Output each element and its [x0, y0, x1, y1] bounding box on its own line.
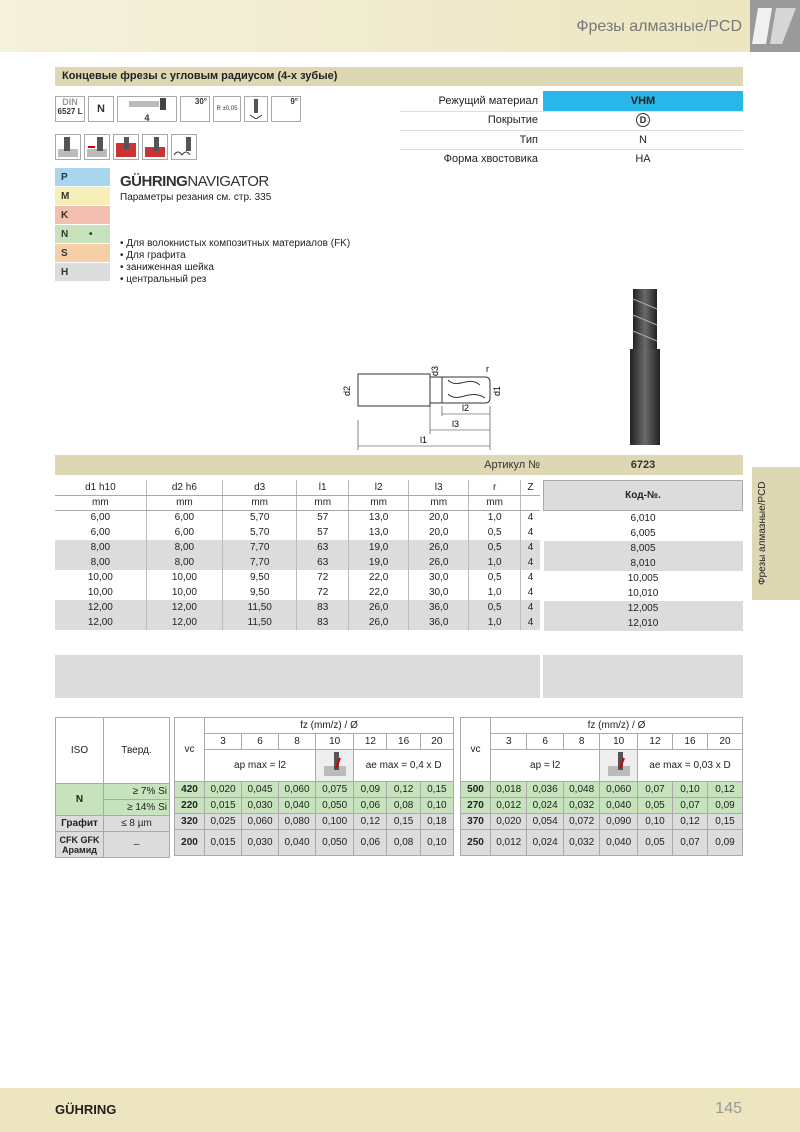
fz-cell: 0,015: [205, 798, 242, 814]
table-header-row: [55, 480, 540, 495]
table-cell: 9,50: [223, 570, 297, 585]
section-title: Концевые фрезы с угловым радиусом (4-х зубые): [62, 70, 338, 82]
column-header: l1: [297, 480, 349, 495]
diameter-cell: 16: [387, 734, 420, 750]
vc-cell: 320: [175, 814, 205, 830]
table-cell: 36,0: [409, 615, 469, 630]
table-cell: 12,00: [55, 600, 146, 615]
fz-cell: 0,10: [672, 782, 707, 798]
iso-code: S: [61, 248, 68, 259]
table-cell: 0,5: [469, 600, 521, 615]
diameter-cell: 20: [420, 734, 453, 750]
dim-d1: d1: [492, 385, 502, 396]
fz-cell: 0,032: [563, 798, 599, 814]
diameter-cell: 3: [205, 734, 242, 750]
fz-cell: 0,09: [354, 782, 387, 798]
ae-cell: ae max = 0,4 x D: [354, 750, 454, 782]
op-plunge-icon: [142, 134, 168, 160]
vc-cell: 250: [461, 830, 491, 856]
diameter-cell: 6: [527, 734, 563, 750]
milling-icon: [600, 750, 638, 782]
fz-cell: 0,025: [205, 814, 242, 830]
unit-cell: mm: [349, 495, 409, 510]
page-number: 145: [715, 1100, 742, 1117]
table-row: [55, 555, 540, 570]
cutting-row: [175, 782, 454, 798]
unit-cell: mm: [409, 495, 469, 510]
op-slot-icon: [84, 134, 110, 160]
code-row: [544, 511, 743, 526]
fz-cell: 0,020: [205, 782, 242, 798]
table-cell: 19,0: [349, 540, 409, 555]
fz-cell: 0,054: [527, 814, 563, 830]
table-cell: 4: [527, 512, 534, 524]
fz-cell: 0,040: [279, 798, 316, 814]
unit-cell: mm: [55, 495, 146, 510]
fz-cell: 0,040: [600, 830, 638, 856]
cutting-row: [461, 814, 743, 830]
cutting-row: [175, 798, 454, 814]
table-row: [55, 615, 540, 630]
dim-d2: d2: [342, 385, 352, 396]
code-row: [544, 556, 743, 571]
fz-cell: 0,15: [420, 782, 453, 798]
table-cell: 0,5: [469, 540, 521, 555]
fz-cell: 0,090: [600, 814, 638, 830]
feature-item: • Для волокнистых композитных материалов (FK): [120, 238, 351, 249]
column-header: d1 h10: [55, 480, 146, 495]
table-row: [55, 600, 540, 615]
cutting-row: [461, 782, 743, 798]
code-filler: [543, 655, 743, 698]
table-cell: 7,70: [223, 555, 297, 570]
table-cell: 8,00: [55, 555, 146, 570]
page-footer: [0, 1088, 800, 1132]
angle-icon: 30°: [180, 96, 210, 122]
fz-cell: 0,024: [527, 798, 563, 814]
table-cell: 12,00: [55, 615, 146, 630]
fz-cell: 0,012: [491, 830, 527, 856]
tool-photo: [625, 285, 665, 450]
prop-label-material: Режущий материал: [438, 95, 538, 107]
hardness-cell: –: [104, 832, 170, 858]
radius-icon: R ±0,05: [213, 96, 241, 122]
table-cell: 26,0: [349, 600, 409, 615]
table-row: [55, 525, 540, 540]
code-cell: 6,010: [630, 512, 656, 524]
iso-item-n: [55, 225, 110, 243]
fz-cell: 0,05: [638, 798, 673, 814]
prop-divider: [400, 130, 743, 131]
table-cell: 12,00: [146, 615, 222, 630]
table-cell: 57: [297, 525, 349, 540]
fz-cell: 0,09: [707, 830, 742, 856]
code-header: Код-№.: [544, 481, 743, 511]
navigator-reference: Параметры резания см. стр. 335: [120, 192, 272, 203]
fz-cell: 0,015: [205, 830, 242, 856]
table-cell: 4: [521, 615, 540, 630]
fz-cell: 0,060: [242, 814, 279, 830]
table-cell: 83: [297, 600, 349, 615]
column-header: r: [469, 480, 521, 495]
table-cell: 10,00: [55, 585, 146, 600]
unit-cell: mm: [223, 495, 297, 510]
table-cell: 1,0: [469, 615, 521, 630]
iso-item-p: [55, 168, 110, 186]
code-row: [544, 541, 743, 556]
fz-cell: 0,12: [672, 814, 707, 830]
table-cell: 1,0: [469, 585, 521, 600]
column-header: d3: [223, 480, 297, 495]
column-header: l3: [409, 480, 469, 495]
dim-l3: l3: [452, 419, 460, 429]
fz-cell: 0,07: [672, 798, 707, 814]
code-row: [544, 601, 743, 616]
fz-cell: 0,048: [563, 782, 599, 798]
cutting-row: [461, 798, 743, 814]
fz-cell: 0,10: [420, 830, 453, 856]
table-cell: 13,0: [349, 525, 409, 540]
table-cell: 22,0: [349, 585, 409, 600]
prop-label-type: Тип: [519, 134, 538, 146]
code-row: [544, 616, 743, 631]
table-row: [55, 570, 540, 585]
iso-header: ISO: [56, 718, 104, 784]
iso-item-s: [55, 244, 110, 262]
helix-angle-icon: 9°: [271, 96, 301, 122]
table-cell: 6,00: [55, 525, 146, 540]
table-cell: 8,00: [146, 540, 222, 555]
table-cell: 4: [527, 527, 534, 538]
cutting-row: [175, 814, 454, 830]
table-cell: 0,5: [469, 525, 521, 540]
fz-cell: 0,12: [354, 814, 387, 830]
prop-value-coating: [543, 113, 743, 127]
code-row: [544, 526, 743, 541]
table-cell: 72: [297, 570, 349, 585]
iso-item-h: [55, 263, 110, 281]
table-cell: 19,0: [349, 555, 409, 570]
column-header: l2: [349, 480, 409, 495]
hardness-cell: ≤ 8 µm: [104, 816, 170, 832]
table-cell: 5,70: [223, 525, 297, 540]
table-cell: 13,0: [349, 510, 409, 525]
fz-cell: 0,030: [242, 830, 279, 856]
article-number: 6723: [630, 459, 656, 471]
table-cell: 0,5: [469, 570, 521, 585]
diameter-cell: 10: [600, 734, 638, 750]
table-cell: 6,00: [146, 525, 222, 540]
unit-cell: [521, 495, 540, 510]
fz-cell: 0,07: [672, 830, 707, 856]
table-row: [55, 540, 540, 555]
diameter-cell: 8: [563, 734, 599, 750]
table-cell: 9,50: [223, 585, 297, 600]
table-cell: 7,70: [223, 540, 297, 555]
table-cell: 10,00: [146, 570, 222, 585]
flutes-icon: 4: [117, 96, 177, 122]
fz-cell: 0,05: [638, 830, 673, 856]
table-cell: 4: [527, 572, 534, 583]
vc-cell: 370: [461, 814, 491, 830]
table-cell: 20,0: [409, 525, 469, 540]
cutting-row: [461, 830, 743, 856]
table-cell: 63: [297, 540, 349, 555]
iso-item-m: [55, 187, 110, 205]
code-cell: 8,005: [544, 541, 743, 556]
op-ramping-icon: [55, 134, 81, 160]
table-cell: 12,00: [146, 600, 222, 615]
op-pocket-icon: [113, 134, 139, 160]
table-cell: 30,0: [409, 585, 469, 600]
fz-cell: 0,08: [387, 830, 420, 856]
table-cell: 26,0: [409, 555, 469, 570]
fz-cell: 0,036: [527, 782, 563, 798]
vc-header: vc: [175, 718, 205, 782]
cutting-table-right: [460, 717, 743, 856]
iso-code: P: [61, 172, 68, 183]
ap-cell: ap max = l2: [205, 750, 316, 782]
prop-label-shank: Форма хвостовика: [443, 153, 538, 165]
table-cell: 11,50: [223, 615, 297, 630]
header-logo-icon: [750, 0, 800, 52]
table-cell: 20,0: [409, 510, 469, 525]
dim-d3: d3: [430, 365, 440, 376]
code-row: [544, 586, 743, 601]
dimension-table: [55, 480, 540, 630]
feature-item: • заниженная шейка: [120, 262, 214, 273]
table-cell: 57: [297, 510, 349, 525]
fz-cell: 0,072: [563, 814, 599, 830]
vc-header: vc: [461, 718, 491, 782]
table-cell: 11,50: [223, 600, 297, 615]
unit-cell: mm: [146, 495, 222, 510]
iso-code: M: [61, 191, 70, 202]
code-table: [543, 480, 743, 631]
table-cell: 10,00: [55, 570, 146, 585]
fz-cell: 0,07: [638, 782, 673, 798]
milling-icon: [316, 750, 354, 782]
vc-cell: 200: [175, 830, 205, 856]
table-cell: 26,0: [409, 540, 469, 555]
code-cell: 12,005: [544, 601, 743, 616]
table-cell: 4: [521, 540, 540, 555]
table-cell: 6,00: [146, 510, 222, 525]
vc-cell: 220: [175, 798, 205, 814]
prop-divider: [400, 111, 743, 112]
column-header: d2 h6: [146, 480, 222, 495]
table-units-row: [55, 495, 540, 510]
iso-code: K: [61, 210, 69, 221]
footer-logo: GÜHRING: [55, 1102, 117, 1117]
fz-cell: 0,045: [242, 782, 279, 798]
navigator-logo: GÜHRINGNAVIGATOR: [120, 173, 269, 190]
fz-cell: 0,15: [387, 814, 420, 830]
unit-cell: mm: [469, 495, 521, 510]
code-cell: 12,010: [544, 616, 743, 631]
fz-cell: 0,024: [527, 830, 563, 856]
ae-cell: ae max = 0,03 x D: [638, 750, 743, 782]
table-cell: 26,0: [349, 615, 409, 630]
diameter-cell: 20: [707, 734, 742, 750]
table-cell: 4: [521, 555, 540, 570]
vc-cell: 270: [461, 798, 491, 814]
dim-l2: l2: [462, 403, 470, 413]
table-cell: 63: [297, 555, 349, 570]
table-cell: 10,00: [146, 585, 222, 600]
iso-item-k: [55, 206, 110, 224]
table-filler: [55, 655, 540, 698]
article-label: Артикул №: [484, 459, 540, 471]
table-cell: 4: [527, 587, 534, 598]
hardness-cell: ≥ 14% Si: [104, 800, 170, 816]
fz-cell: 0,018: [491, 782, 527, 798]
table-row: [55, 510, 540, 525]
iso-cell: CFK GFK Арамид: [56, 832, 104, 858]
fz-cell: 0,100: [316, 814, 354, 830]
fz-cell: 0,09: [707, 798, 742, 814]
iso-code: H: [61, 267, 69, 278]
prop-value-material: VHM: [630, 95, 656, 107]
table-cell: 5,70: [223, 510, 297, 525]
fz-cell: 0,12: [387, 782, 420, 798]
iso-code: N: [61, 229, 69, 240]
diameter-cell: 16: [672, 734, 707, 750]
prop-divider: [400, 149, 743, 150]
diameter-cell: 8: [279, 734, 316, 750]
fz-cell: 0,15: [707, 814, 742, 830]
dim-l1: l1: [420, 435, 428, 445]
cutting-row: [175, 830, 454, 856]
table-cell: 1,0: [469, 555, 521, 570]
table-cell: 72: [297, 585, 349, 600]
fz-cell: 0,050: [316, 798, 354, 814]
table-cell: 30,0: [409, 570, 469, 585]
fz-cell: 0,080: [279, 814, 316, 830]
prop-value-type: N: [639, 134, 647, 146]
fz-cell: 0,06: [354, 830, 387, 856]
fz-cell: 0,040: [600, 798, 638, 814]
fz-cell: 0,10: [420, 798, 453, 814]
prop-label-coating: Покрытие: [487, 114, 538, 126]
diameter-cell: 6: [242, 734, 279, 750]
iso-mark: •: [89, 229, 93, 240]
diameter-cell: 10: [316, 734, 354, 750]
fz-cell: 0,06: [354, 798, 387, 814]
fz-cell: 0,050: [316, 830, 354, 856]
code-cell: 10,005: [627, 572, 659, 584]
code-cell: 8,010: [544, 556, 743, 571]
column-header: Z: [521, 480, 540, 495]
iso-cell: Графит: [56, 816, 104, 832]
table-cell: 8,00: [55, 540, 146, 555]
cutting-table-left: [174, 717, 454, 856]
table-cell: 36,0: [409, 600, 469, 615]
fz-cell: 0,08: [387, 798, 420, 814]
din-icon: DIN 6527 L: [55, 96, 85, 122]
vc-cell: 420: [175, 782, 205, 798]
feature-item: • Для графита: [120, 250, 186, 261]
fz-cell: 0,020: [491, 814, 527, 830]
table-cell: 83: [297, 615, 349, 630]
hardness-cell: ≥ 7% Si: [104, 784, 170, 800]
fz-cell: 0,032: [563, 830, 599, 856]
table-row: [55, 585, 540, 600]
feature-list: [120, 238, 350, 286]
cutting-iso-table: [55, 717, 170, 858]
fz-cell: 0,075: [316, 782, 354, 798]
code-row: [544, 571, 743, 586]
hardness-header: Тверд.: [104, 718, 170, 784]
fz-header: fz (mm/z) / Ø: [205, 718, 454, 734]
fz-cell: 0,040: [279, 830, 316, 856]
table-cell: 22,0: [349, 570, 409, 585]
ap-cell: ap = l2: [491, 750, 600, 782]
fz-cell: 0,060: [279, 782, 316, 798]
fz-cell: 0,060: [600, 782, 638, 798]
table-cell: 4: [521, 600, 540, 615]
diameter-cell: 12: [638, 734, 673, 750]
code-cell: 6,005: [630, 527, 656, 539]
iso-cell: N: [56, 784, 104, 816]
tool-drawing: [330, 360, 510, 455]
coating-badge: D: [636, 113, 650, 127]
table-cell: 1,0: [469, 510, 521, 525]
fz-cell: 0,030: [242, 798, 279, 814]
side-tab-label: Фрезы алмазные/PCD: [757, 481, 768, 586]
table-cell: 8,00: [146, 555, 222, 570]
type-n-icon: N: [88, 96, 114, 122]
header-title: Фрезы алмазные/PCD: [576, 18, 742, 35]
code-cell: 10,010: [627, 587, 659, 599]
fz-cell: 0,10: [638, 814, 673, 830]
diameter-cell: 3: [491, 734, 527, 750]
unit-cell: mm: [297, 495, 349, 510]
fz-header: fz (mm/z) / Ø: [491, 718, 743, 734]
feature-item: • центральный рез: [120, 274, 207, 285]
op-profile-icon: [171, 134, 197, 160]
diameter-cell: 12: [354, 734, 387, 750]
table-cell: 6,00: [55, 510, 146, 525]
dim-r: r: [486, 364, 489, 374]
prop-value-shank: HA: [635, 153, 651, 165]
shank-icon: [244, 96, 268, 122]
vc-cell: 500: [461, 782, 491, 798]
fz-cell: 0,012: [491, 798, 527, 814]
fz-cell: 0,12: [707, 782, 742, 798]
fz-cell: 0,18: [420, 814, 453, 830]
